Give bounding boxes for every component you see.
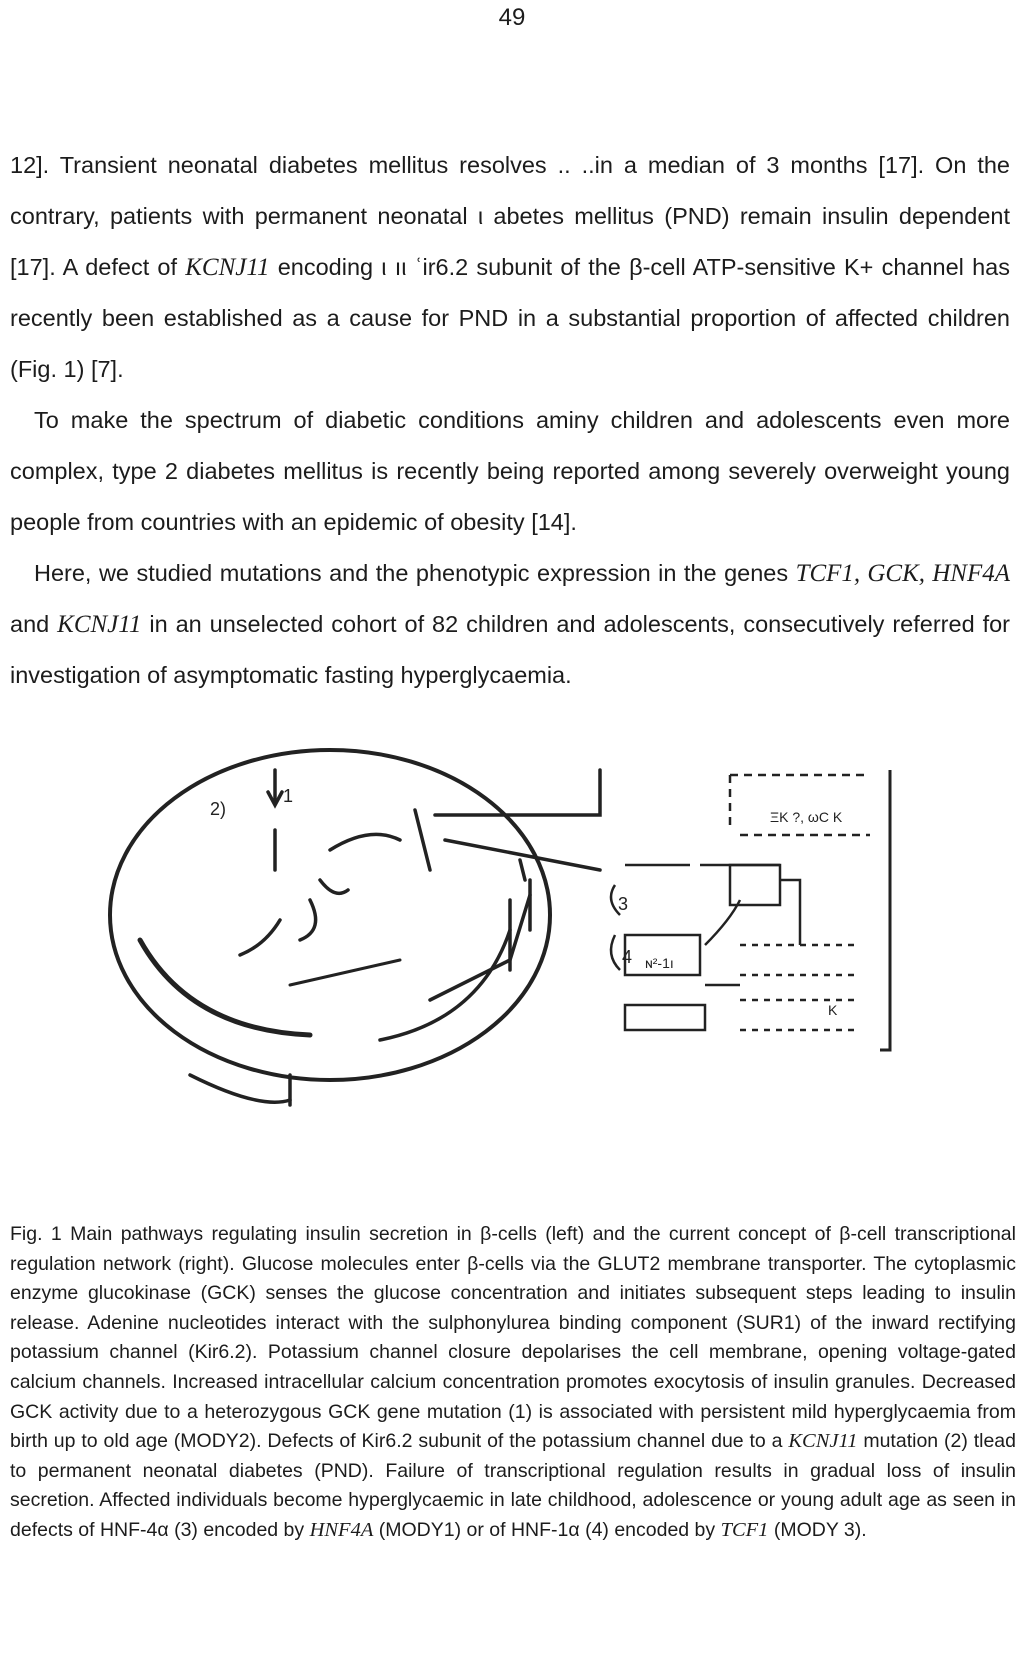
figure-label-3: 3 (618, 894, 629, 914)
text-segment: in an unselected cohort of 82 children and adolescents, consecutively referred for investigation of asymptomatic fasting hyperglycaemia. (10, 611, 1010, 688)
network-box-hnf (730, 865, 780, 905)
network-arrow-3 (780, 880, 800, 945)
gene-name: KCNJ11 (185, 254, 270, 281)
text-segment: 12]. Transient neonatal diabetes mellitus resolves .. ..in a median of 3 months [17]. On the contrary, patients with permanent neonatal (10, 152, 1010, 229)
text-segment: To make the spectrum of diabetic conditions aminy children and adolescents even more complex, type 2 diabetes mellitus is recently being reported among severely overweight young people from countries with an epidemic of obesity [14]. (10, 407, 1010, 535)
text-segment: and (10, 611, 58, 637)
figure-label-4: 4 (622, 947, 633, 967)
exocytosis-arrow (190, 1075, 290, 1102)
network-box-bottom (625, 1005, 705, 1030)
caption-gene: HNF4A (309, 1518, 374, 1541)
text-segment (406, 254, 414, 280)
gene-names: TCF1, GCK, HNF4A (795, 560, 1010, 587)
paragraph-2 (10, 395, 1010, 548)
network-arrow-2 (705, 900, 740, 945)
caption-segment: (MODY1) or of HNF-1α (4) encoded by (373, 1518, 721, 1541)
text-segment: Here, we studied mutations and the phenotypic expression in the genes (34, 560, 796, 586)
text-segment: ι (477, 203, 484, 229)
figure-box-bottom-text: K (828, 1002, 838, 1018)
caption-gene: TCF1 (720, 1518, 769, 1541)
figure-1-diagram (80, 730, 960, 1200)
body-text (10, 140, 1010, 701)
text-segment: ι ıι (381, 254, 407, 280)
beta-cell-outline (110, 750, 550, 1080)
caption-gene: KCNJ11 (788, 1430, 858, 1453)
text-segment: ir6.2 subunit of the β-cell ATP-sensitive K+ channel has recently been established as a cause for PND in a substantial proportion of affected children (Fig. 1) [7]. (10, 254, 1010, 382)
inner-arc-right (380, 930, 510, 1040)
figure-box-mid-text: ɴ²-1ı (645, 955, 674, 971)
link-line-top (435, 770, 600, 815)
gene-name: KCNJ11 (57, 611, 142, 638)
pathway-line-3 (330, 834, 400, 850)
figure-label-2: 2) (210, 799, 227, 819)
network-box-right (740, 945, 860, 1030)
figure-caption (10, 1220, 1016, 1546)
text-segment: encoding (269, 254, 382, 280)
figure-1 (80, 730, 960, 1200)
pathway-arc (300, 900, 316, 940)
pathway-curve (240, 920, 280, 955)
caption-segment: Fig. 1 Main pathways regulating insulin secretion in β-cells (left) and the current concept of β-cell transcriptional regulation network (right). Glucose molecules enter β-cells via the GLUT2 membrane transporter. The cytoplasmic enzyme glucokinase (GCK) senses the glucose concentration and initiates subsequent steps leading to insulin release. Adenine nucleotides interact with the sulphonylurea binding component (SUR1) of the inward rectifying potassium channel (Kir6.2). Potassium channel closure depolarises the cell membrane, opening voltage-gated calcium channels. Increased intracellular calcium concentration promotes exocytosis of insulin granules. Decreased GCK activity due to a heterozygous GCK gene mutation (1) is associated with persistent mild hyperglycaemia from birth up to old age (MODY2). Defects of Kir6.2 subunit of the potassium channel due to a (10, 1223, 1016, 1453)
inner-arc (140, 940, 310, 1035)
figure-box-top-text: ΞK ?, ωC K (770, 809, 843, 825)
text-segment: abetes mellitus (PND) remain insulin dependent [17]. A defect of (10, 203, 1010, 280)
calcium-arrow (290, 960, 400, 985)
caption-segment: (MODY 3). (768, 1518, 867, 1541)
link-line-mid2 (520, 860, 525, 880)
paragraph-1 (10, 140, 1010, 395)
text-segment: ʿ (414, 254, 423, 280)
figure-label-1: 1 (283, 786, 294, 806)
caption-segment: mutation (2) tlead to permanent neonatal diabetes (PND). Failure of transcriptional regulation results in gradual loss of insulin secretion. Affected individuals become hyperglycaemic in late childhood, adolescence or young adult age as seen in defects of HNF-4α (3) encoded by (10, 1430, 1016, 1541)
paragraph-3 (10, 548, 1010, 701)
page-number: 49 (498, 4, 526, 31)
channel-arrow (320, 880, 348, 893)
network-frame (880, 770, 890, 1050)
pathway-line-2 (415, 810, 430, 870)
network-box-top (730, 775, 870, 835)
network-bracket-4 (611, 935, 620, 970)
